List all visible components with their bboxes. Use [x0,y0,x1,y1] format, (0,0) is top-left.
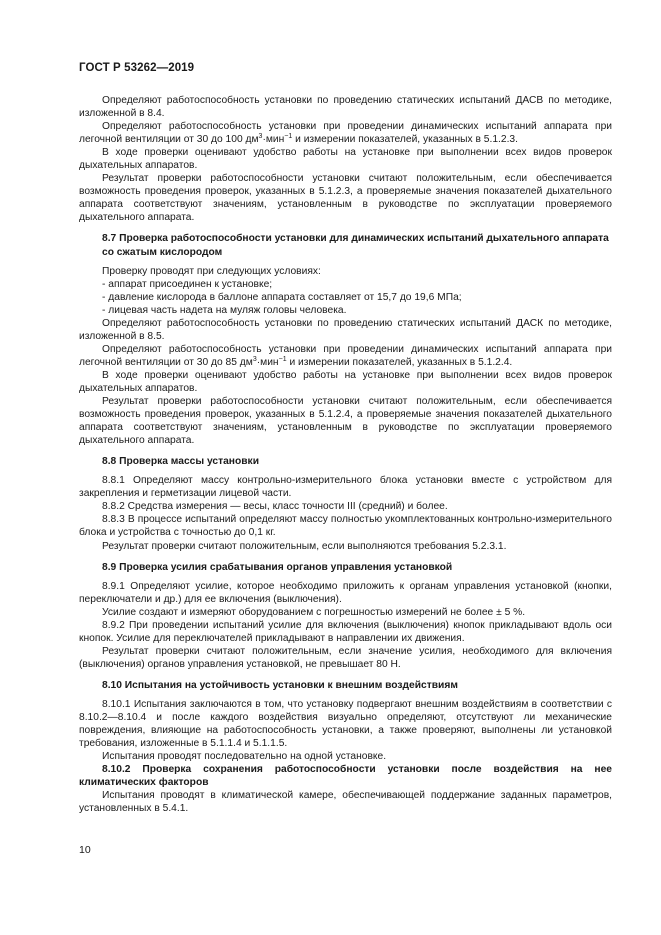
paragraph: 8.8.1 Определяют массу контрольно-измерительного блока установки вместе с устройством для закрепления и герметизации лицевой части. [79,475,612,500]
paragraph: Испытания проводят в климатической камере, обеспечивающей поддержание заданных параметров, установленных в 5.4.1. [79,790,612,815]
document-code: ГОСТ Р 53262—2019 [79,62,195,74]
paragraph: 8.8.3 В процессе испытаний определяют массу полностью укомплектованных контрольно-измерительного блока и устройства с точностью до 0,1 кг. [79,514,612,539]
paragraph: Результат проверки работоспособности установки считают положительным, если обеспечивается возможность проведения проверок, указанных в 5.1.2.3, а проверяемые значения показателей дыхательного аппарата соответствуют значениям, установленным в руководстве по эксплуатации проверяемого дыхательного аппарата. [79,173,612,224]
paragraph: Определяют работоспособность установки по проведению статических испытаний ДАСК по методике, изложенной в 8.5. [79,317,612,342]
section-heading-8-8: 8.8 Проверка массы установки [102,456,259,468]
paragraph: 8.10.1 Испытания заключаются в том, что установку подвергают внешним воздействиям в соответствии с 8.10.2—8.10.4 и после каждого воздействия визуально определяют, отсутствуют ли механические повреждения, влияющие на работоспособность установки, а также проверяют, выполнены ли установкой требования, изложенные в 5.1.1.4 и 5.1.1.5. [79,698,612,750]
paragraph: Определяют работоспособность установки при проведении динамических испытаний аппарата при легочной вентиляции от 30 до 85 $дм^3\cdot мин^{-1}$ и измерении показателей, указанных в 5.1.2.4. [79,343,612,368]
page-number: 10 [79,844,91,856]
section-heading-8-7: 8.7 Проверка работоспособности установки для динамических испытаний дыхательного аппарата со сжатым кислородом [102,233,609,258]
paragraph: 8.9.2 При проведении испытаний усилие для включения (выключения) кнопок прикладывают вдоль оси кнопок. Усилие для переключателей прикладывают в направлении их движения. [79,619,612,644]
paragraph: Определяют работоспособность установки по проведению статических испытаний ДАСВ по методике, изложенной в 8.4. [79,95,612,120]
paragraph: Результат проверки считают положительным, если выполняются требования 5.2.3.1. [102,540,507,552]
paragraph: Результат проверки считают положительным, если значение усилия, необходимого для включения (выключения) органов управления установкой, не превышает 80 Н. [79,645,612,670]
paragraph: В ходе проверки оценивают удобство работы на установке при выполнении всех видов проверок дыхательных аппаратов. [79,147,612,172]
subsection-heading-8-10-2: 8.10.2 Проверка сохранения работоспособности установки после воздействия на нее климатических факторов [79,764,612,789]
paragraph: В ходе проверки оценивают удобство работы на установке при выполнении всех видов проверок дыхательных аппаратов. [79,369,612,394]
section-heading-8-9: 8.9 Проверка усилия срабатывания органов управления установкой [102,561,453,573]
paragraph: Результат проверки работоспособности установки считают положительным, если обеспечивается возможность проведения проверок, указанных в 5.1.2.4, а проверяемые значения показателей дыхательного аппарата соответствуют значениям, установленным в руководстве по эксплуатации проверяемого дыхательного аппарата. [79,396,612,447]
list-item: - аппарат присоединен к установке; [102,278,273,290]
paragraph: Определяют работоспособность установки при проведении динамических испытаний аппарата при легочной вентиляции от 30 до 100 $дм^3\cdot мин^{-1}$ и измерении показателей, указанных в 5.1.2.3. [79,121,612,146]
paragraph: Проверку проводят при следующих условиях: [102,265,321,277]
list-item: - лицевая часть надета на муляж головы человека. [102,304,347,316]
document-body [79,94,612,815]
paragraph: Усилие создают и измеряют оборудованием с погрешностью измерений не более ± 5 %. [102,606,526,618]
paragraph: 8.9.1 Определяют усилие, которое необходимо приложить к органам управления установкой (кнопки, переключатели и др.) для ее включения (выключения). [79,580,612,605]
paragraph: 8.8.2 Средства измерения — весы, класс точности III (средний) и более. [102,501,448,513]
list-item: - давление кислорода в баллоне аппарата составляет от 15,7 до 19,6 МПа; [102,291,462,303]
section-heading-8-10: 8.10 Испытания на устойчивость установки к внешним воздействиям [102,679,458,691]
paragraph: Испытания проводят последовательно на одной установке. [102,751,387,763]
